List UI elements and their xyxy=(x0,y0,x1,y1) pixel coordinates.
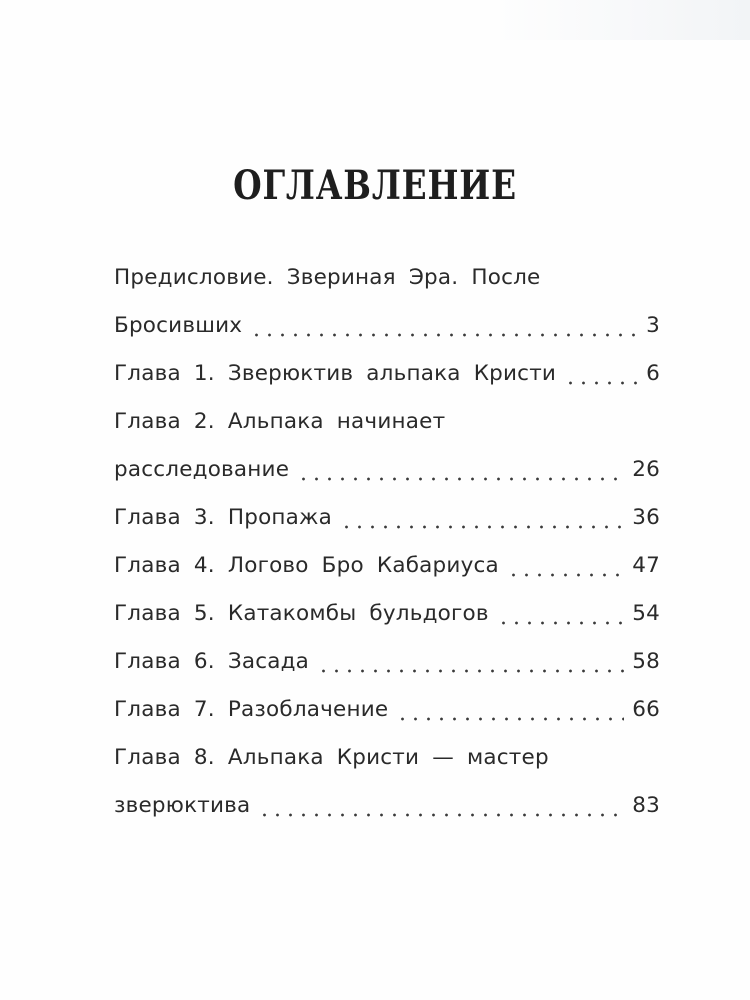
dot-leader xyxy=(317,638,624,686)
toc-entry-last-line xyxy=(114,494,660,542)
toc-entry-chapter-8[interactable] xyxy=(114,734,660,830)
toc-page-number: 83 xyxy=(632,793,660,818)
toc-entry-title: Глава 4. Логово Бро Кабариуса xyxy=(114,553,499,578)
toc-entry-chapter-1[interactable] xyxy=(114,350,660,398)
toc-page-number: 36 xyxy=(632,505,660,530)
toc-entry-chapter-5[interactable] xyxy=(114,590,660,638)
toc-entry-last-line xyxy=(114,782,660,830)
dot-leader xyxy=(507,542,624,590)
toc-entry-chapter-4[interactable] xyxy=(114,542,660,590)
dot-leader xyxy=(396,686,624,734)
toc-page-number: 26 xyxy=(632,457,660,482)
toc-title: ОГЛАВЛЕНИЕ xyxy=(233,162,517,209)
toc-entry-last-line xyxy=(114,542,660,590)
toc-entry-preface[interactable] xyxy=(114,254,660,350)
dot-leader xyxy=(564,350,638,398)
toc-page-number: 47 xyxy=(632,553,660,578)
page-shadow xyxy=(490,0,750,40)
toc-entry-title: Глава 7. Разоблачение xyxy=(114,697,389,722)
toc-entry-last-line xyxy=(114,446,660,494)
toc-entry-title: Глава 6. Засада xyxy=(114,649,310,674)
toc-entry-chapter-6[interactable] xyxy=(114,638,660,686)
toc-entry-title: зверюктива xyxy=(114,793,251,818)
toc-entry-last-line xyxy=(114,590,660,638)
dot-leader xyxy=(497,590,624,638)
toc-entry-last-line xyxy=(114,686,660,734)
dot-leader xyxy=(250,302,638,350)
toc-entry-title: Глава 1. Зверюктив альпака Кристи xyxy=(114,361,557,386)
toc-entry-title: Глава 5. Катакомбы бульдогов xyxy=(114,601,489,626)
dot-leader xyxy=(258,782,624,830)
toc-entry-title: Бросивших xyxy=(114,313,243,338)
toc-entry-first-line: Глава 2. Альпака начинает xyxy=(114,409,446,434)
toc-entry-title: Глава 3. Пропажа xyxy=(114,505,333,530)
toc-page-number: 66 xyxy=(632,697,660,722)
toc-entry-chapter-2[interactable] xyxy=(114,398,660,494)
toc-entry-first-line: Глава 8. Альпака Кристи — мастер xyxy=(114,745,549,770)
toc-entry-chapter-3[interactable] xyxy=(114,494,660,542)
toc-entry-last-line xyxy=(114,638,660,686)
toc-entry-chapter-7[interactable] xyxy=(114,686,660,734)
toc-entry-first-line: Предисловие. Звериная Эра. После xyxy=(114,265,541,290)
toc-page-number: 6 xyxy=(646,361,660,386)
table-of-contents xyxy=(114,254,660,830)
toc-page-number: 58 xyxy=(632,649,660,674)
toc-entry-last-line xyxy=(114,302,660,350)
toc-page-number: 54 xyxy=(632,601,660,626)
toc-entry-last-line xyxy=(114,350,660,398)
dot-leader xyxy=(340,494,624,542)
toc-page-number: 3 xyxy=(646,313,660,338)
toc-entry-title: расследование xyxy=(114,457,290,482)
dot-leader xyxy=(297,446,624,494)
